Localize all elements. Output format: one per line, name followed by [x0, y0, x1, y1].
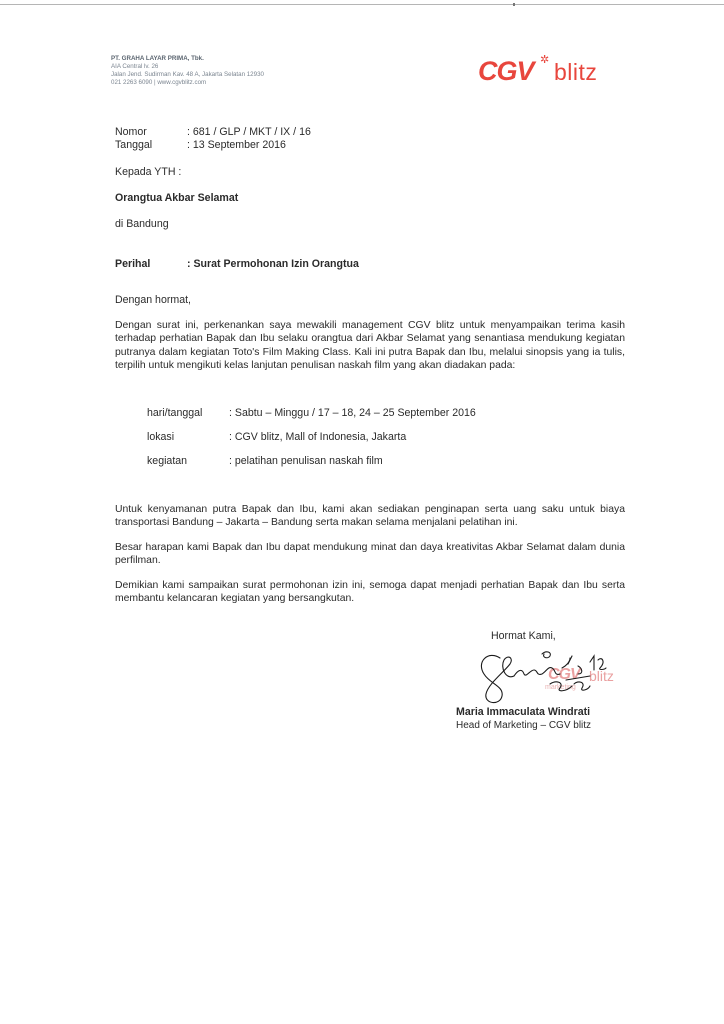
- recipient-salutation: Kepada YTH :: [115, 166, 182, 178]
- detail-label-activity: kegiatan: [147, 455, 188, 467]
- subject-value: : Surat Permohonan Izin Orangtua: [187, 258, 359, 270]
- company-name: PT. GRAHA LAYAR PRIMA, Tbk.: [111, 55, 204, 62]
- signer-name: Maria Immaculata Windrati: [456, 706, 591, 718]
- recipient-name: Orangtua Akbar Selamat: [115, 192, 239, 204]
- company-stamp-marketing: marketing: [545, 684, 576, 691]
- detail-value-location: : CGV blitz, Mall of Indonesia, Jakarta: [229, 431, 407, 443]
- recipient-city: di Bandung: [115, 218, 169, 230]
- body-paragraph-3: Besar harapan kami Bapak dan Ibu dapat mendukung minat dan daya kreativitas Akbar Selamat dalam dunia perfilman.: [115, 542, 625, 567]
- closing-salutation: Hormat Kami,: [491, 630, 556, 642]
- tanggal-label: Tanggal: [115, 139, 153, 151]
- nomor-value: : 681 / GLP / MKT / IX / 16: [187, 126, 311, 138]
- greeting: Dengan hormat,: [115, 294, 191, 306]
- detail-value-date: : Sabtu – Minggu / 17 – 18, 24 – 25 September 2016: [229, 407, 476, 419]
- handwritten-signature: [470, 640, 630, 710]
- signer-title: Head of Marketing – CGV blitz: [456, 720, 592, 731]
- detail-value-activity: : pelatihan penulisan naskah film: [229, 455, 383, 467]
- scan-mark: [513, 3, 515, 6]
- logo-blitz-text: blitz: [554, 59, 598, 85]
- tanggal-value: : 13 September 2016: [187, 139, 286, 151]
- logo-star-icon: ✲: [540, 54, 550, 66]
- company-address-line-1: AIA Central lv. 26: [111, 63, 159, 70]
- company-contact: 021 2263 6090 | www.cgvblitz.com: [111, 79, 207, 86]
- company-stamp-cgv: CGV: [548, 666, 580, 683]
- subject-label: Perihal: [115, 258, 151, 270]
- company-stamp-blitz: blitz: [589, 668, 614, 684]
- company-letterhead: [111, 55, 264, 87]
- detail-label-location: lokasi: [147, 431, 175, 443]
- nomor-label: Nomor: [115, 126, 147, 138]
- scan-top-edge-line: [0, 4, 724, 5]
- body-paragraph-1: Dengan surat ini, perkenankan saya mewakili management CGV blitz untuk menyampaikan terima kasih terhadap perhatian Bapak dan Ibu selaku orangtua dari Akbar Selamat yang senantiasa mendukung kegiatan putranya dalam kegiatan Toto's Film Making Class. Kali ini putra Bapak dan Ibu, melalui sinopsis yang ia tulis, terpilih untuk mengikuti kelas lanjutan penulisan naskah film yang akan diadakan pada:: [115, 320, 625, 371]
- body-paragraph-2: Untuk kenyamanan putra Bapak dan Ibu, kami akan sediakan penginapan serta uang saku untuk biaya transportasi Bandung – Jakarta – Bandung serta makan selama menjalani pelatihan ini.: [115, 504, 625, 529]
- logo-cgv-text: CGV: [478, 56, 534, 86]
- detail-label-date: hari/tanggal: [147, 407, 203, 419]
- body-paragraph-4: Demikian kami sampaikan surat permohonan izin ini, semoga dapat menjadi perhatian Bapak dan Ibu serta membantu kelancaran kegiatan yang bersangkutan.: [115, 580, 625, 605]
- company-address-line-2: Jalan Jend. Sudirman Kav. 48 A, Jakarta Selatan 12930: [111, 71, 264, 78]
